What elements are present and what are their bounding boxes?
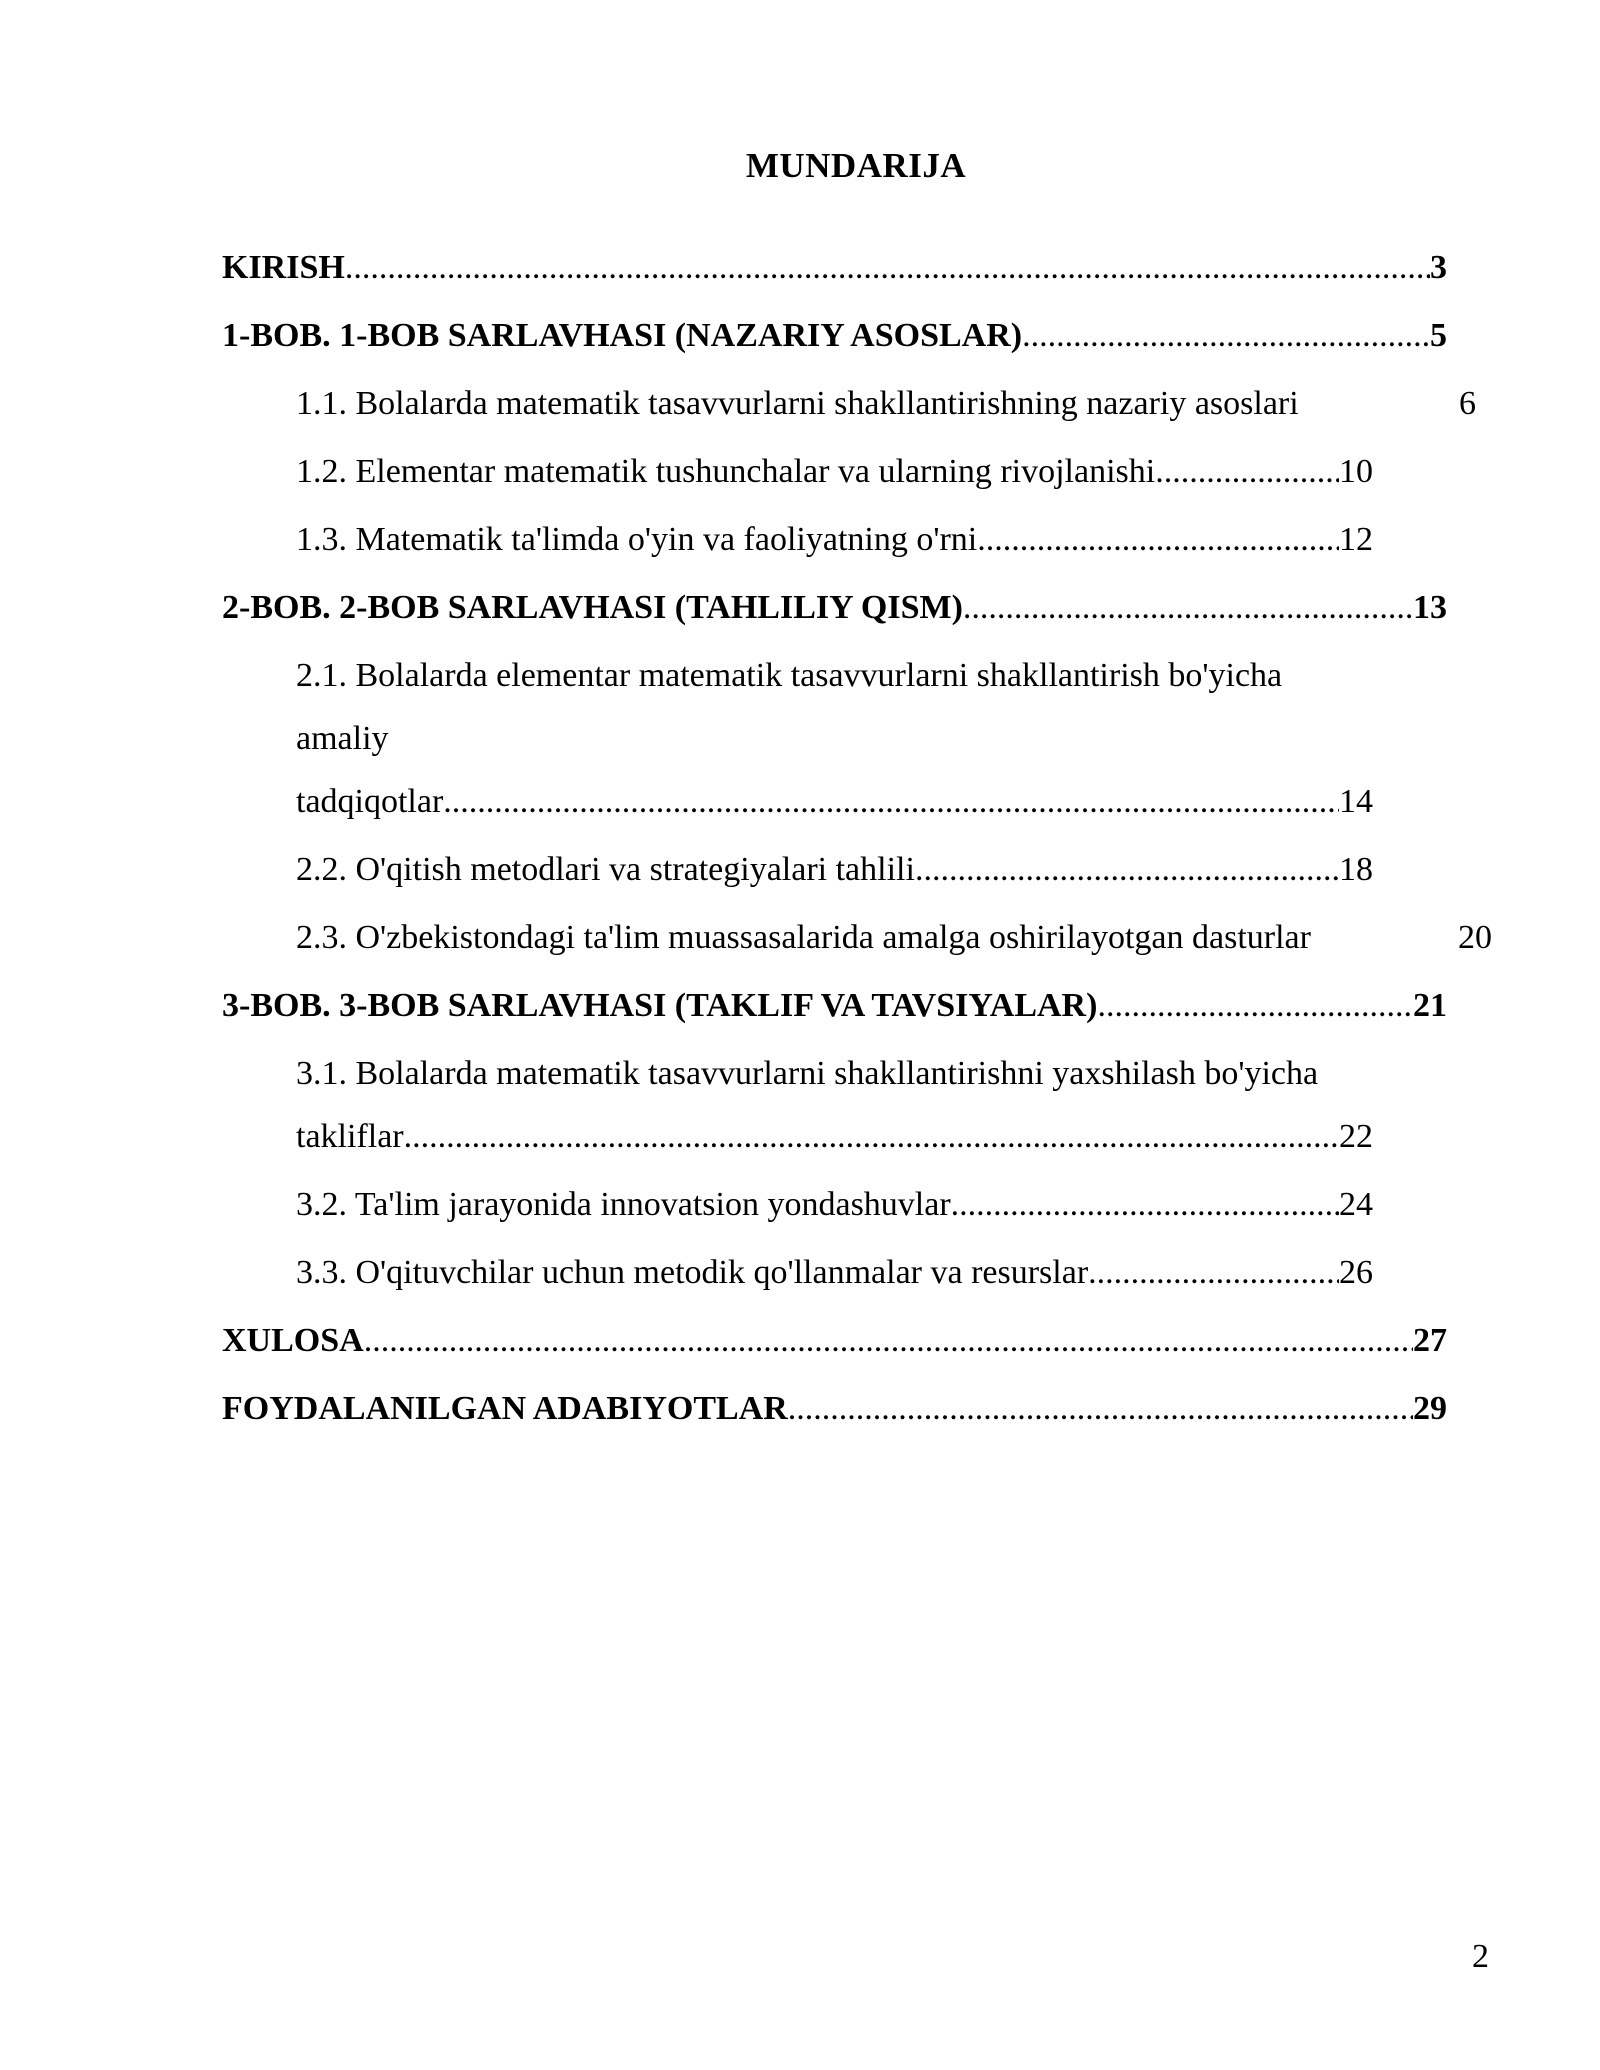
leader-dots xyxy=(364,1309,1413,1373)
toc-entry-text: 1.1. Bolalarda matematik tasavvurlarni shakllantirishning nazariy asoslari xyxy=(296,385,1299,422)
toc-entry-text: 1.2. Elementar matematik tushunchalar va ularning rivojlanishi xyxy=(296,453,1156,490)
toc-entry-page: 21 xyxy=(1413,987,1447,1024)
toc-entry-page: 22 xyxy=(1339,1118,1373,1155)
toc-entry-xulosa[interactable] xyxy=(222,1309,1447,1377)
toc-entry-text: 3.3. O'qituvchilar uchun metodik qo'llanmalar va resurslar xyxy=(296,1254,1089,1291)
page-title: MUNDARIJA xyxy=(745,146,967,185)
toc-entry-page: 12 xyxy=(1339,521,1373,558)
toc-entry-section-1-1[interactable] xyxy=(296,372,1476,440)
toc-entry-section-2-1[interactable] xyxy=(296,644,1373,833)
toc-entry-references[interactable] xyxy=(222,1377,1447,1445)
toc-entry-chapter-3[interactable] xyxy=(222,974,1447,1042)
leader-dots xyxy=(977,508,1339,572)
toc-entry-section-1-2[interactable] xyxy=(296,440,1373,508)
toc-entry-text-line1: 3.1. Bolalarda matematik tasavvurlarni shakllantirishni yaxshilash bo'yicha xyxy=(296,1055,1319,1092)
toc-entry-text: 2.2. O'qitish metodlari va strategiyalari tahlili xyxy=(296,851,915,888)
leader-dots xyxy=(951,1173,1339,1237)
toc-entry-page: 24 xyxy=(1339,1186,1373,1223)
leader-dots xyxy=(1022,304,1430,368)
toc-entry-section-1-3[interactable] xyxy=(296,508,1373,576)
toc-entry-page: 10 xyxy=(1339,453,1373,490)
page-number: 2 xyxy=(1472,1938,1489,1975)
leader-dots xyxy=(788,1377,1413,1441)
leader-dots xyxy=(345,236,1430,300)
toc-entry-page: 6 xyxy=(1459,385,1476,422)
toc-entry-page: 13 xyxy=(1413,589,1447,626)
leader-dots xyxy=(1097,974,1413,1038)
toc-entry-text: 1.3. Matematik ta'limda o'yin va faoliyatning o'rni xyxy=(296,521,978,558)
toc-entry-text-line1: 2.1. Bolalarda elementar matematik tasavvurlarni shakllantirish bo'yicha amaliy xyxy=(296,657,1283,757)
toc-entry-text: 3-BOB. 3-BOB SARLAVHASI (TAKLIF VA TAVSIYALAR) xyxy=(222,987,1098,1024)
leader-dots xyxy=(963,576,1413,640)
toc-entry-text-line2: takliflar xyxy=(296,1118,404,1155)
leader-dots xyxy=(915,838,1339,902)
toc-entry-chapter-2[interactable] xyxy=(222,576,1447,644)
leader-dots xyxy=(1155,440,1339,504)
toc-entry-text-line2: tadqiqotlar xyxy=(296,783,444,820)
leader-dots xyxy=(1088,1241,1339,1305)
leader-dots xyxy=(443,770,1339,833)
table-of-contents xyxy=(222,236,1492,1445)
toc-entry-chapter-1[interactable] xyxy=(222,304,1447,372)
toc-entry-text: KIRISH xyxy=(222,249,345,286)
toc-entry-page: 29 xyxy=(1413,1390,1447,1427)
toc-entry-text: 3.2. Ta'lim jarayonida innovatsion yondashuvlar xyxy=(296,1186,951,1223)
toc-entry-section-2-2[interactable] xyxy=(296,838,1373,906)
toc-entry-page: 14 xyxy=(1339,783,1373,820)
toc-entry-text: 2.3. O'zbekistondagi ta'lim muassasalarida amalga oshirilayotgan dasturlar xyxy=(296,919,1311,956)
toc-entry-section-3-1[interactable] xyxy=(296,1042,1373,1168)
toc-entry-section-2-3[interactable] xyxy=(296,906,1492,974)
toc-entry-section-3-3[interactable] xyxy=(296,1241,1373,1309)
leader-dots xyxy=(404,1105,1339,1168)
toc-entry-text: FOYDALANILGAN ADABIYOTLAR xyxy=(222,1390,788,1427)
toc-entry-page: 5 xyxy=(1430,317,1447,354)
toc-entry-page: 18 xyxy=(1339,851,1373,888)
toc-entry-text: XULOSA xyxy=(222,1322,364,1359)
toc-entry-section-3-2[interactable] xyxy=(296,1173,1373,1241)
toc-entry-text: 2-BOB. 2-BOB SARLAVHASI (TAHLILIY QISM) xyxy=(222,589,963,626)
toc-entry-page: 27 xyxy=(1413,1322,1447,1359)
toc-entry-page: 3 xyxy=(1430,249,1447,286)
toc-entry-page: 20 xyxy=(1458,919,1492,956)
toc-entry-text: 1-BOB. 1-BOB SARLAVHASI (NAZARIY ASOSLAR) xyxy=(222,317,1023,354)
toc-entry-kirish[interactable] xyxy=(222,236,1447,304)
toc-entry-page: 26 xyxy=(1339,1254,1373,1291)
